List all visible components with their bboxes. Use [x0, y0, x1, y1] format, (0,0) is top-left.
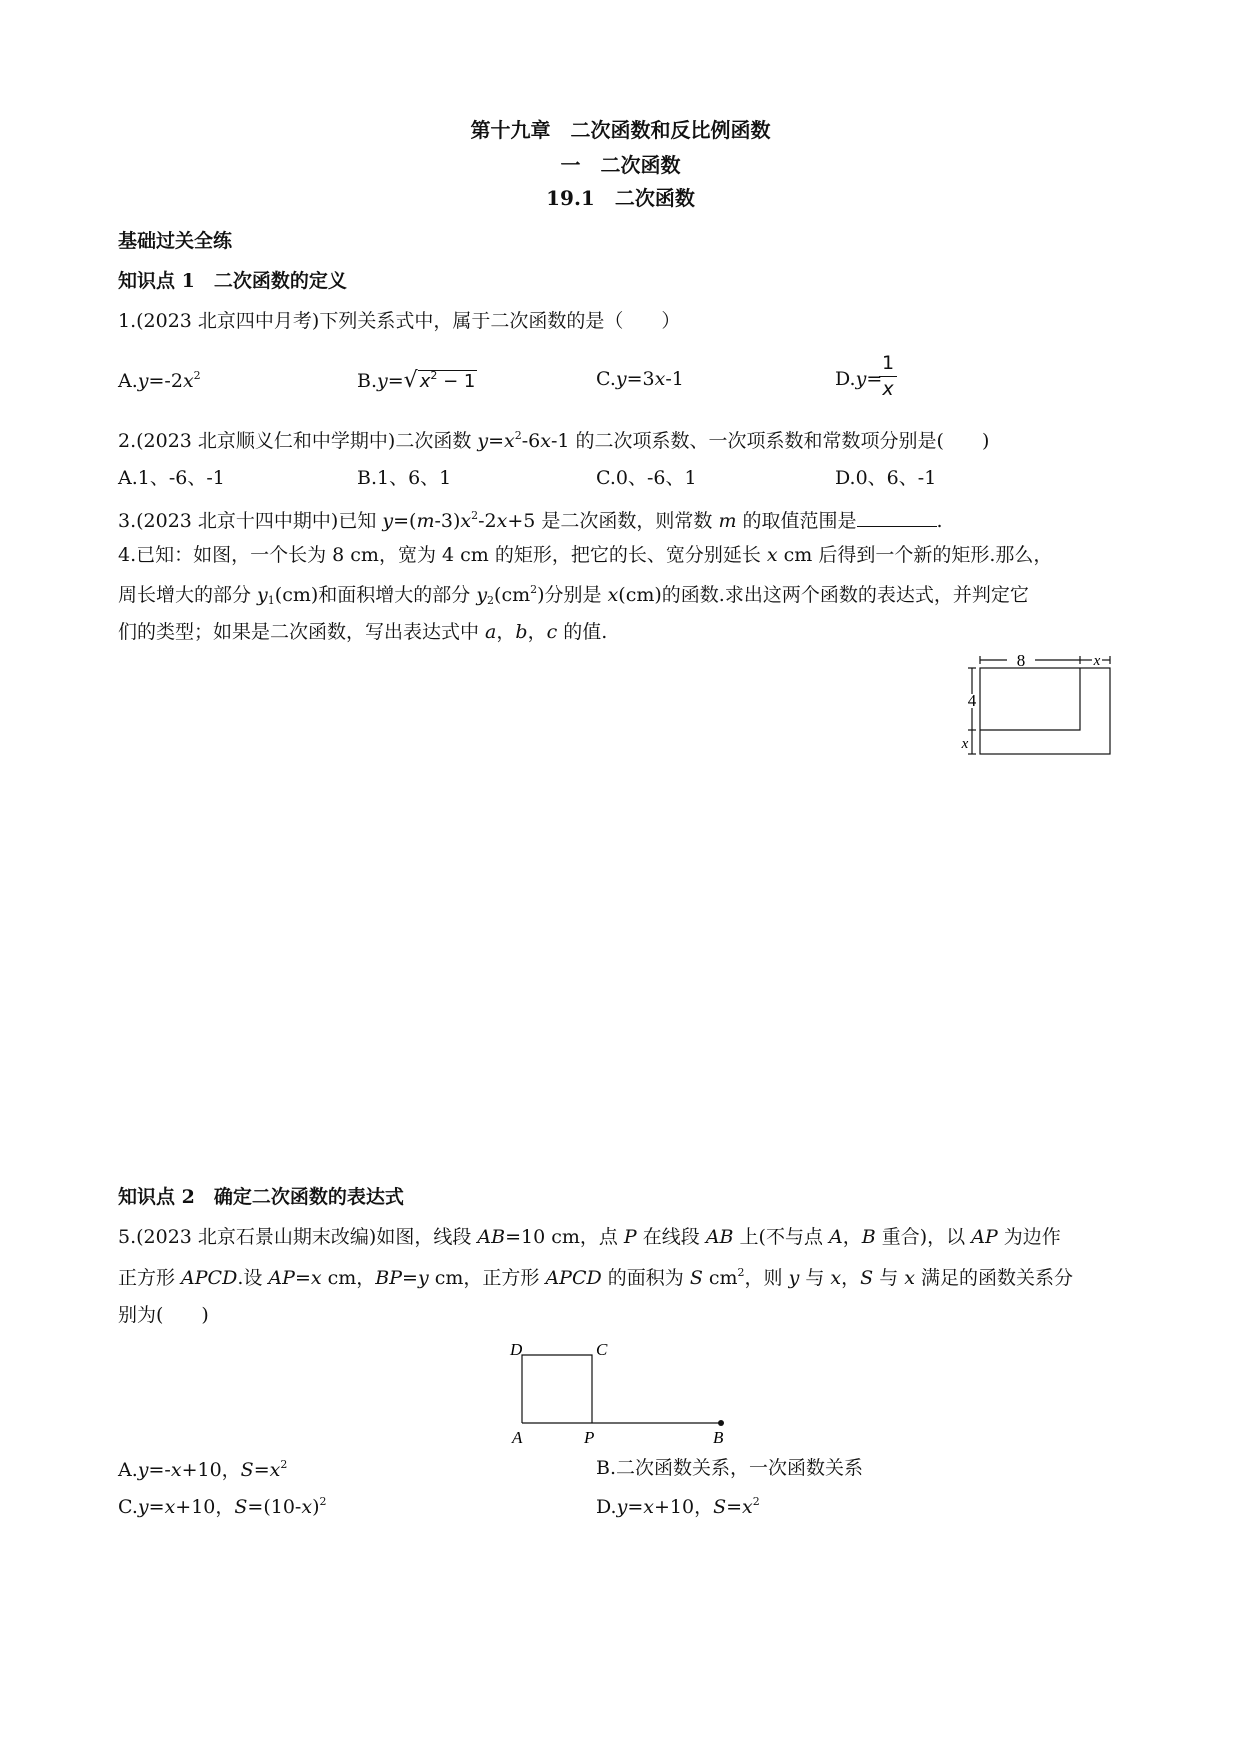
knowledge-point-2: 知识点 2 确定二次函数的表达式 — [118, 1186, 404, 1208]
question-4-line-3: 们的类型；如果是二次函数，写出表达式中 a，b，c 的值. — [118, 621, 608, 643]
question-2-stem: 2.(2023 北京顺义仁和中学期中)二次函数 $y=x^2-6x-1$ 的二次项系数、一次项系数和常数项分别是( ) — [118, 429, 990, 452]
q1-d-fraction: 1 x — [879, 354, 897, 399]
rectangle-figure — [950, 650, 1120, 760]
question-4-line-2: 周长增大的部分 $y_1(cm)$和面积增大的部分 $y_2(cm^2)$分别是 x(cm)的函数.求出这两个函数的表达式，并判定它 — [118, 583, 1029, 607]
q1-option-c: C.y=3x-1 — [596, 368, 684, 390]
point-b-dot — [718, 1420, 724, 1426]
answer-blank[interactable] — [857, 508, 937, 527]
q2-option-b: B.1、6、1 — [357, 467, 452, 489]
label-a: A — [512, 1428, 523, 1447]
question-5-line-1: 5.(2023 北京石景山期末改编)如图，线段 AB=10 cm，点 P 在线段 AB 上(不与点 A，B 重合)，以 AP 为边作 — [118, 1226, 1061, 1248]
question-5-line-3: 别为( ) — [118, 1304, 209, 1326]
q2-option-d: D.0、6、-1 — [835, 467, 937, 489]
original-rectangle — [980, 668, 1080, 730]
length-label: 8 — [1016, 651, 1026, 670]
q5-option-a: A.y=-x+10，$S=x^2$ — [118, 1458, 288, 1481]
question-4-line-1: 4.已知：如图，一个长为 8 cm，宽为 4 cm 的矩形，把它的长、宽分别延长 x cm 后得到一个新的矩形.那么， — [118, 544, 1053, 566]
label-d: D — [510, 1340, 523, 1359]
part-title: 一 二次函数 — [560, 153, 681, 177]
block-title: 基础过关全练 — [118, 230, 233, 252]
q2-option-c: C.0、-6、1 — [596, 467, 697, 489]
width-label: 4 — [967, 691, 977, 710]
square-segment-figure — [495, 1335, 745, 1450]
knowledge-point-1: 知识点 1 二次函数的定义 — [118, 270, 347, 292]
q1-option-d: D.y= — [835, 368, 883, 390]
q1-option-a: $A.y=-2x^2$ — [118, 369, 201, 392]
top-extension-label: x — [1093, 653, 1101, 669]
section-title: 19.1 二次函数 — [546, 186, 695, 210]
label-b: B — [713, 1428, 724, 1447]
label-p: P — [584, 1428, 595, 1447]
question-5-line-2: 正方形 APCD.设 AP=x cm，BP=y cm，正方形 APCD 的面积为 S $cm^2$，则 y 与 x，S 与 x 满足的函数关系分 — [118, 1266, 1074, 1289]
chapter-title: 第十九章 二次函数和反比例函数 — [470, 118, 771, 142]
q1-option-b: B.y=√ $x^2 - 1$ — [357, 368, 476, 393]
q5-option-b: B.二次函数关系，一次函数关系 — [596, 1457, 864, 1479]
square-apcd — [522, 1355, 592, 1423]
q5-option-d: D.y=x+10，$S=x^2$ — [596, 1495, 760, 1518]
q5-option-c: C.y=x+10，$S=(10-x)^2$ — [118, 1495, 327, 1518]
q2-option-a: A.1、-6、-1 — [118, 467, 225, 489]
label-c: C — [596, 1340, 608, 1359]
side-extension-label: x — [961, 736, 969, 752]
question-1-stem: 1.(2023 北京四中月考)下列关系式中，属于二次函数的是（ ） — [118, 310, 681, 332]
enlarged-rectangle — [980, 668, 1110, 754]
question-3-stem: 3.(2023 北京十四中期中)已知 $y=(m-3)x^2-2x+5$ 是二次函数，则常数 m 的取值范围是 . — [118, 509, 943, 532]
